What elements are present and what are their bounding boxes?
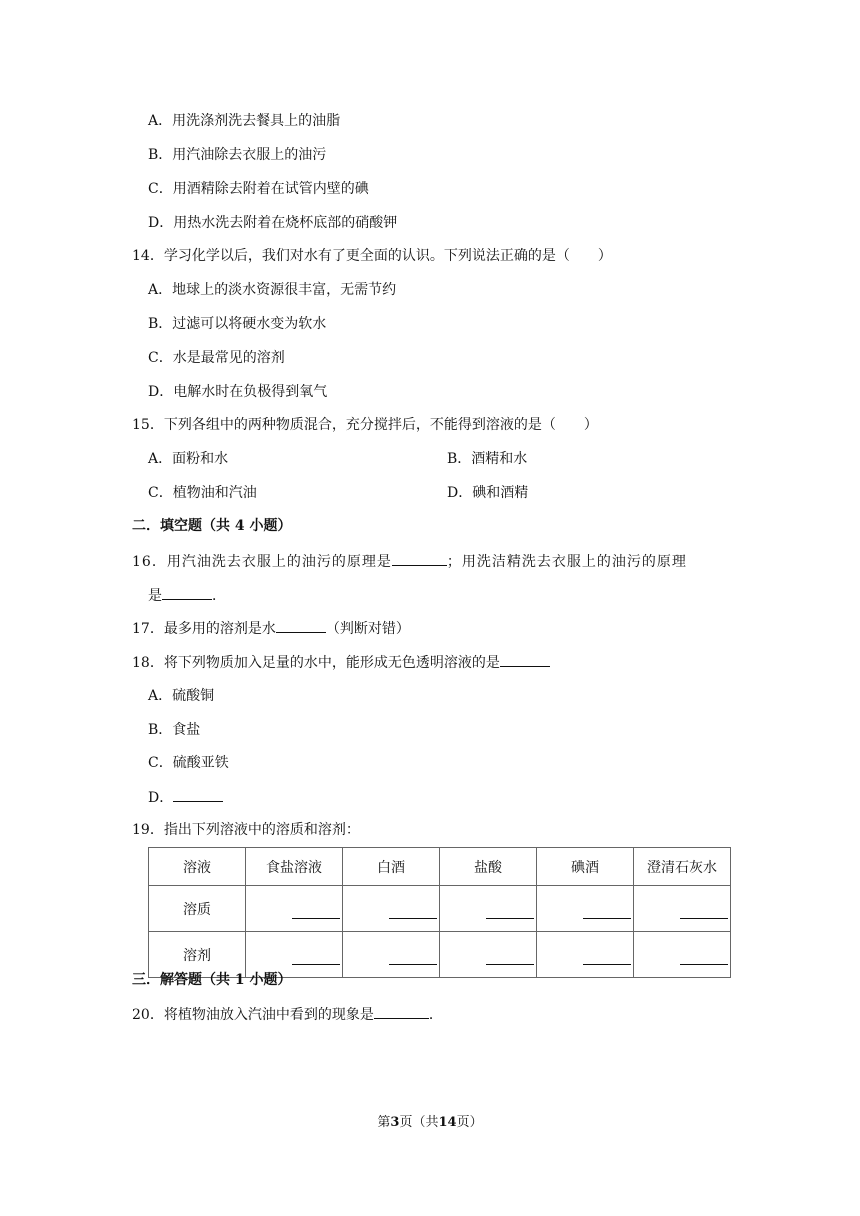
q14-option-b: B．过滤可以将硬水变为软水 [148,316,327,332]
q20-blank[interactable] [374,1004,429,1019]
q14-option-c: C．水是最常见的溶剂 [148,350,285,366]
table-header-cell: 碘酒 [537,848,634,886]
q18-option-c: C．硫酸亚铁 [148,755,229,771]
q17-line [132,618,410,639]
answer-cell[interactable] [343,932,440,978]
q16-text-2: ；用洗洁精洗去衣服上的油污的原理 [446,554,687,570]
answer-blank[interactable] [292,950,340,965]
q15-option-c: C．植物油和汽油 [148,485,257,501]
answer-blank[interactable] [389,950,437,965]
q18-option-d-line [148,787,223,808]
q15-option-a: A．面粉和水 [148,451,229,467]
q14-stem: 14．学习化学以后，我们对水有了更全面的认识。下列说法正确的是（ ） [132,248,612,264]
answer-blank[interactable] [292,904,340,919]
page-number: 3 [390,1115,400,1130]
solution-table [148,847,731,978]
table-header-row [149,848,731,886]
answer-blank[interactable] [680,950,728,965]
q18-option-d: D． [148,790,174,806]
footer-text: 第 [377,1115,391,1130]
q16-blank-2[interactable] [162,585,212,600]
q16-text-1: 16．用汽油洗去衣服上的油污的原理是 [132,554,392,570]
q14-option-a: A．地球上的淡水资源很丰富，无需节约 [148,282,397,298]
q13-option-a: A．用洗涤剂洗去餐具上的油脂 [148,113,341,129]
table-header-cell: 食盐溶液 [246,848,343,886]
answer-cell[interactable] [440,932,537,978]
q16-text-4: ． [212,588,226,604]
q15-option-d: D．碘和酒精 [447,485,529,501]
q18-option-d-blank[interactable] [173,787,223,802]
table-row-solute [149,886,731,932]
q17-blank[interactable] [276,618,326,633]
answer-cell[interactable] [343,886,440,932]
footer-text: 页） [456,1115,483,1130]
total-pages: 14 [438,1115,457,1130]
q17-text-1: 17．最多用的溶剂是水 [132,621,276,637]
answer-blank[interactable] [680,904,728,919]
table-header-cell: 白酒 [343,848,440,886]
q16-line1 [132,551,687,572]
answer-blank[interactable] [583,904,631,919]
section-heading-answer: 三．解答题（共 1 小题） [132,972,292,988]
q18-blank[interactable] [500,652,550,667]
q13-option-c: C．用酒精除去附着在试管内壁的碘 [148,181,369,197]
section-heading-fill-in: 二．填空题（共 4 小题） [132,518,292,534]
answer-blank[interactable] [583,950,631,965]
answer-cell[interactable] [634,886,731,932]
answer-blank[interactable] [389,904,437,919]
answer-cell[interactable] [440,886,537,932]
q18-option-a: A．硫酸铜 [148,688,215,704]
answer-cell[interactable] [634,932,731,978]
answer-cell[interactable] [246,886,343,932]
q19-stem: 19．指出下列溶液中的溶质和溶剂： [132,822,360,838]
table-header-cell: 盐酸 [440,848,537,886]
q20-text-1: 20．将植物油放入汽油中看到的现象是 [132,1007,374,1023]
page-footer [0,1111,860,1130]
answer-cell[interactable] [537,886,634,932]
q16-blank-1[interactable] [392,551,447,566]
q17-text-2: （判断对错） [325,621,410,637]
q13-option-d: D．用热水洗去附着在烧杯底部的硝酸钾 [148,215,398,231]
answer-blank[interactable] [486,904,534,919]
answer-cell[interactable] [537,932,634,978]
q20-text-2: ． [428,1007,443,1023]
q16-line2 [148,585,226,606]
footer-text: 页（共 [399,1115,439,1130]
q15-option-b: B．酒精和水 [447,451,528,467]
table-header-cell: 溶液 [149,848,246,886]
q14-option-d: D．电解水时在负极得到氧气 [148,384,328,400]
answer-blank[interactable] [486,950,534,965]
table-row-label: 溶剂 [149,932,246,978]
q18-stem: 18．将下列物质加入足量的水中，能形成无色透明溶液的是 [132,655,500,671]
q18-stem-line [132,652,550,673]
q20-line [132,1004,443,1025]
q15-stem: 15．下列各组中的两种物质混合，充分搅拌后，不能得到溶液的是（ ） [132,417,598,433]
table-header-cell: 澄清石灰水 [634,848,731,886]
q18-option-b: B．食盐 [148,722,201,738]
table-row-label: 溶质 [149,886,246,932]
q13-option-b: B．用汽油除去衣服上的油污 [148,147,327,163]
q16-text-3: 是 [148,588,162,604]
